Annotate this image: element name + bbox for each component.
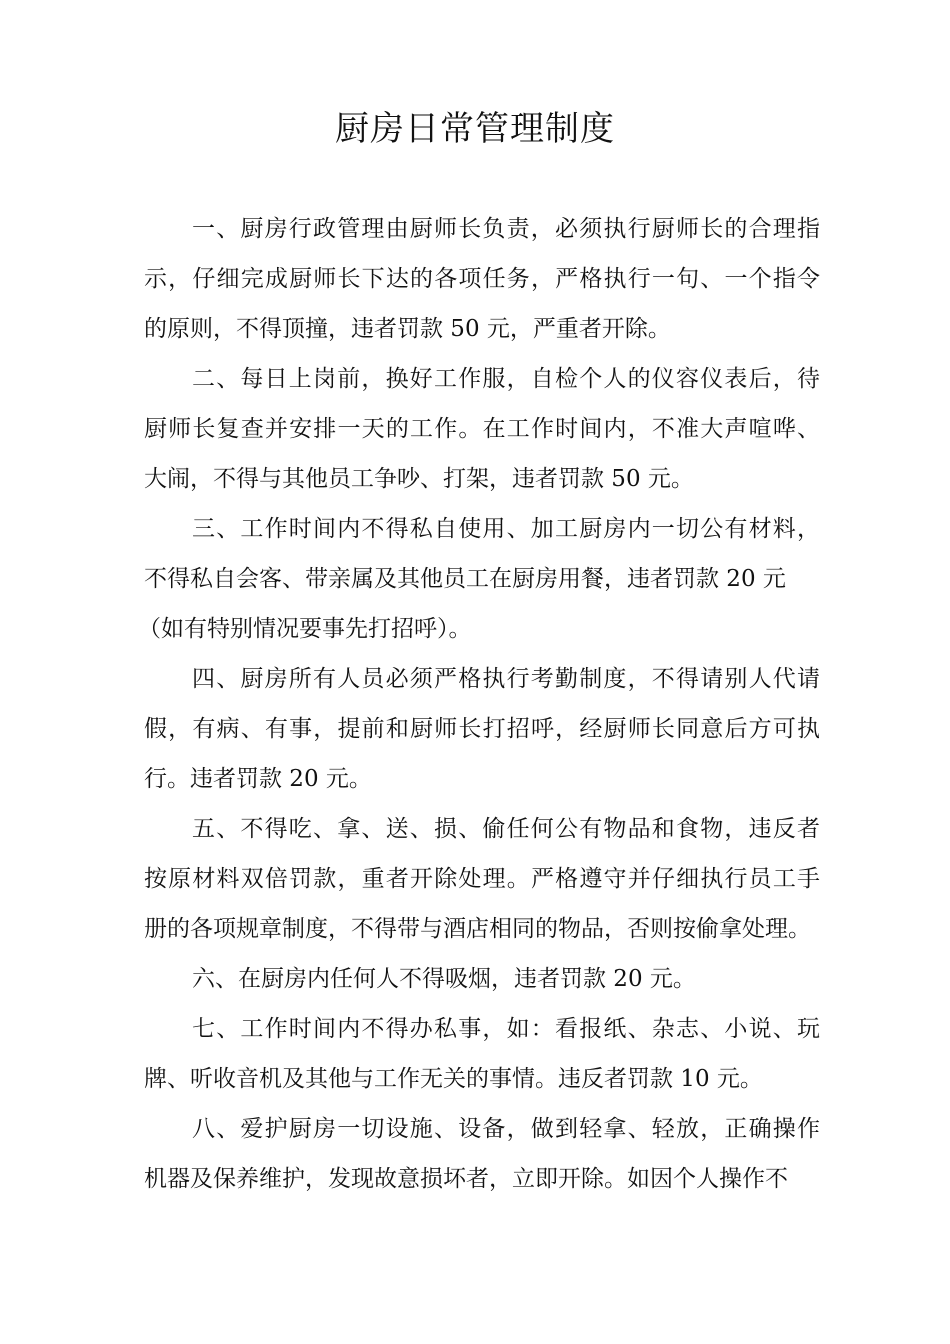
paragraph-line: 一、厨房行政管理由厨师长负责，必须执行厨师长的合理指 — [192, 216, 820, 242]
paragraph-line: 册的各项规章制度，不得带与酒店相同的物品，否则按偷拿处理。 — [144, 916, 811, 942]
paragraph-line: 二、每日上岗前，换好工作服，自检个人的仪容仪表后，待 — [192, 366, 820, 392]
paragraph-line: 按原材料双倍罚款，重者开除处理。严格遵守并仔细执行员工手 — [144, 866, 820, 892]
document-title: 厨房日常管理制度 — [335, 109, 615, 149]
paragraph-line: 四、厨房所有人员必须严格执行考勤制度，不得请别人代请 — [192, 666, 820, 692]
paragraph-line: 五、不得吃、拿、送、损、偷任何公有物品和食物，违反者 — [192, 816, 820, 842]
paragraph-line: 大闹，不得与其他员工争吵、打架，违者罚款 50 元。 — [144, 466, 694, 492]
paragraph-line: 六、在厨房内任何人不得吸烟，违者罚款 20 元。 — [192, 966, 696, 992]
paragraph-line: 行。违者罚款 20 元。 — [144, 766, 372, 792]
paragraph-line: 厨师长复查并安排一天的工作。在工作时间内，不准大声喧哗、 — [144, 416, 820, 442]
paragraph-line: 三、工作时间内不得私自使用、加工厨房内一切公有材料， — [192, 516, 820, 542]
paragraph-line: 八、爱护厨房一切设施、设备，做到轻拿、轻放，正确操作 — [192, 1116, 820, 1142]
paragraph-line: 牌、听收音机及其他与工作无关的事情。违反者罚款 10 元。 — [144, 1066, 763, 1092]
paragraph-line: 不得私自会客、带亲属及其他员工在厨房用餐，违者罚款 20 元 — [144, 566, 786, 592]
paragraph-line: 机器及保养维护，发现故意损坏者，立即开除。如因个人操作不 — [144, 1166, 788, 1192]
paragraph-line: （如有特别情况要事先打招呼）。 — [138, 616, 472, 642]
paragraph-line: 的原则，不得顶撞，违者罚款 50 元，严重者开除。 — [144, 316, 671, 342]
paragraph-line: 假，有病、有事，提前和厨师长打招呼，经厨师长同意后方可执 — [144, 716, 820, 742]
paragraph-line: 七、工作时间内不得办私事，如：看报纸、杂志、小说、玩 — [192, 1016, 820, 1042]
paragraph-line: 示，仔细完成厨师长下达的各项任务，严格执行一句、一个指令 — [144, 266, 820, 292]
